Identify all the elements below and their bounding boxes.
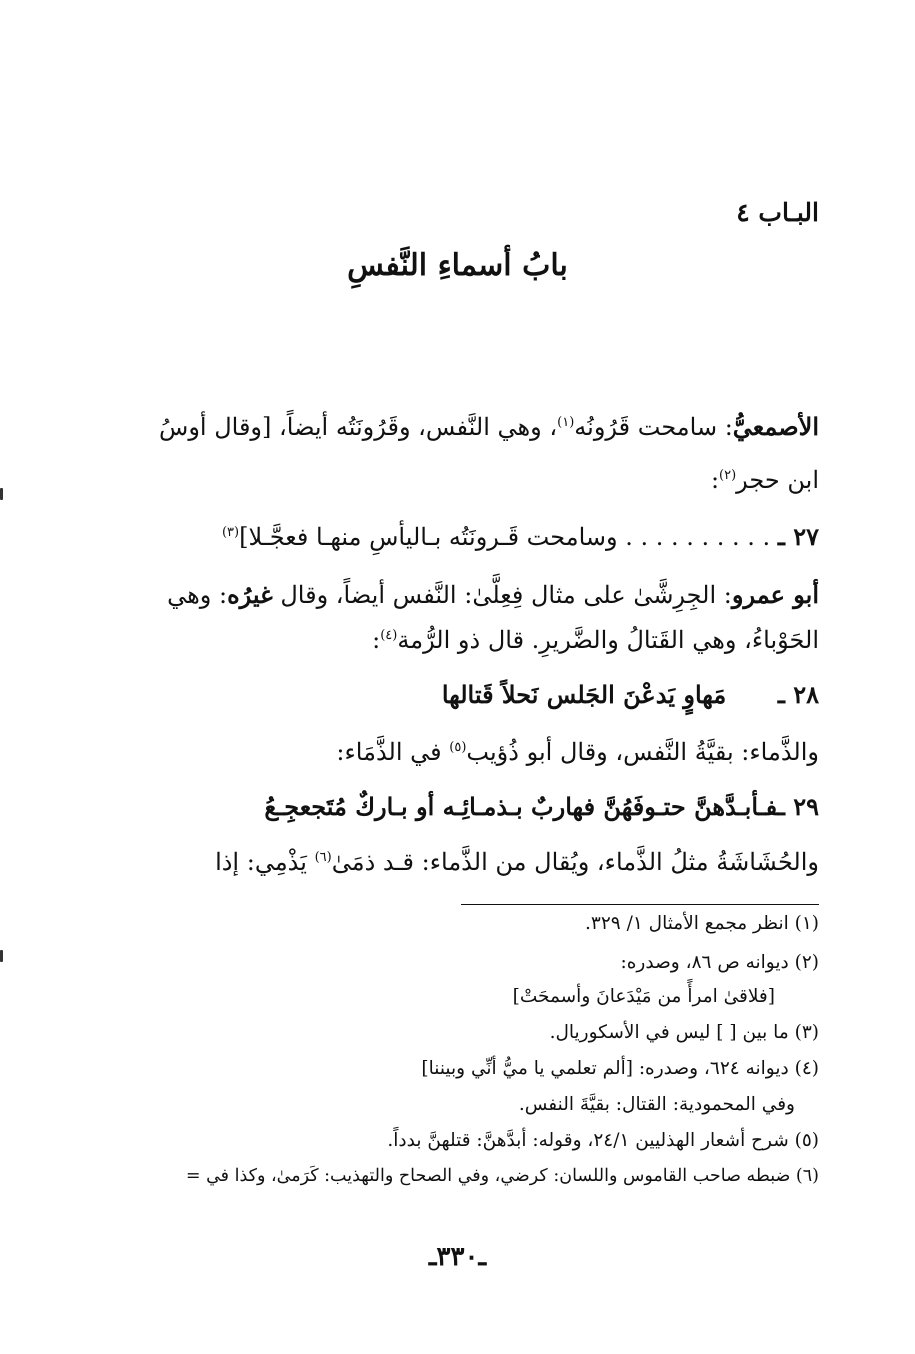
- footnote-ref: (٦): [314, 850, 332, 865]
- footnote-ref: (٥): [449, 740, 467, 755]
- chapter-label: البـاب ٤: [736, 198, 819, 227]
- paragraph-line: [159, 412, 819, 441]
- paragraph-line: [336, 738, 819, 766]
- footnote: (١) انظر مجمع الأمثال ١/ ٣٢٩.: [585, 913, 819, 934]
- footnote: (٦) ضبطه صاحب القاموس واللسان: كرضي، وفي الصحاح والتهذيب: كَرَمىٰ، وكذا في =: [185, 1166, 819, 1186]
- body-text: :: [372, 626, 381, 654]
- chapter-title: بابُ أسماءِ النَّفسِ: [347, 248, 568, 283]
- footnote: (٤) ديوانه ٦٢٤، وصدره: [ألم تعلمي يا ميُّ أنِّي وبيننا]: [421, 1058, 819, 1079]
- verse-number: ٢٧ ـ: [777, 522, 819, 551]
- paragraph-line: [372, 626, 819, 654]
- body-text: يَذْمِي: إذا: [215, 848, 315, 876]
- body-text: : وهي: [167, 581, 228, 609]
- page-number: ـ٣٣٠ـ: [428, 1242, 487, 1272]
- footnote: (٢) ديوانه ص ٨٦، وصدره:: [620, 952, 819, 973]
- verse-text: . . . . . . . . . . وسامحت قَـرونَتُه بـاليأسِ منهـا فعجَّـلا]: [239, 523, 771, 551]
- paragraph-line: [711, 466, 819, 494]
- scan-edge-mark: [0, 950, 3, 962]
- speaker-name: غيرُه: [227, 580, 273, 609]
- footnote-divider: [461, 904, 819, 905]
- body-text: والذَّماء: بقيَّةُ النَّفس، وقال أبو ذُؤيب: [466, 738, 819, 766]
- body-text: ابن حجر: [736, 466, 819, 494]
- verse-line: [264, 792, 819, 821]
- footnote: وفي المحمودية: القتال: بقيَّةَ النفس.: [518, 1094, 795, 1115]
- verse-text: مَهاوٍ يَدعْنَ الجَلس نَحلاً قَتالها: [441, 680, 727, 709]
- body-text: والحُشَاشَةُ مثلُ الذَّماء، ويُقال من الذَّماء: قـد ذمَىٰ: [331, 848, 819, 876]
- verse-text: فـأبـدَّهنَّ حتـوفَهُنَّ فهاربٌ بـذمـائِـه أو بـاركٌ مُتَجعجِـعُ: [264, 792, 778, 821]
- body-text: : الجِرِشَّىٰ على مثال فِعِلَّىٰ: النَّفس أيضاً، وقال: [272, 581, 732, 609]
- footnote-ref: (١): [557, 415, 575, 430]
- footnote-ref: (٤): [380, 628, 398, 643]
- body-text: ، وهي النَّفس، وقَرُونَتُه أيضاً، [وقال أوسُ: [159, 413, 558, 441]
- footnote: (٥) شرح أشعار الهذليين ٢٤/١، وقوله: أبدَّهنَّ: قتلهنَّ بدداً.: [387, 1130, 819, 1151]
- body-text: :: [710, 466, 720, 494]
- footnote-ref: (٣): [221, 525, 240, 540]
- verse-number: ٢٨ ـ: [777, 680, 819, 709]
- paragraph-line: [167, 580, 819, 609]
- speaker-name: الأصمعيُّ: [732, 412, 819, 441]
- verse-line: [442, 680, 819, 709]
- verse-line: [222, 522, 819, 551]
- paragraph-line: [215, 848, 819, 876]
- body-text: : سامحت قَرُونُه: [574, 413, 733, 441]
- body-text: في الذَّمَاء:: [336, 738, 450, 766]
- footnote-verse: [فلاقىٰ امرأً من مَيْدَعانَ وأسمحَتْ]: [512, 986, 775, 1007]
- scan-edge-mark: [0, 488, 3, 500]
- verse-number: ٢٩ ـ: [777, 792, 819, 821]
- speaker-name: أبو عمرو: [731, 580, 819, 609]
- body-text: الحَوْباءُ، وهي القَتالُ والضَّريرِ. قال ذو الرُّمة: [397, 626, 819, 654]
- footnote-ref: (٢): [719, 468, 737, 483]
- footnote: (٣) ما بين [ ] ليس في الأسكوريال.: [549, 1022, 819, 1043]
